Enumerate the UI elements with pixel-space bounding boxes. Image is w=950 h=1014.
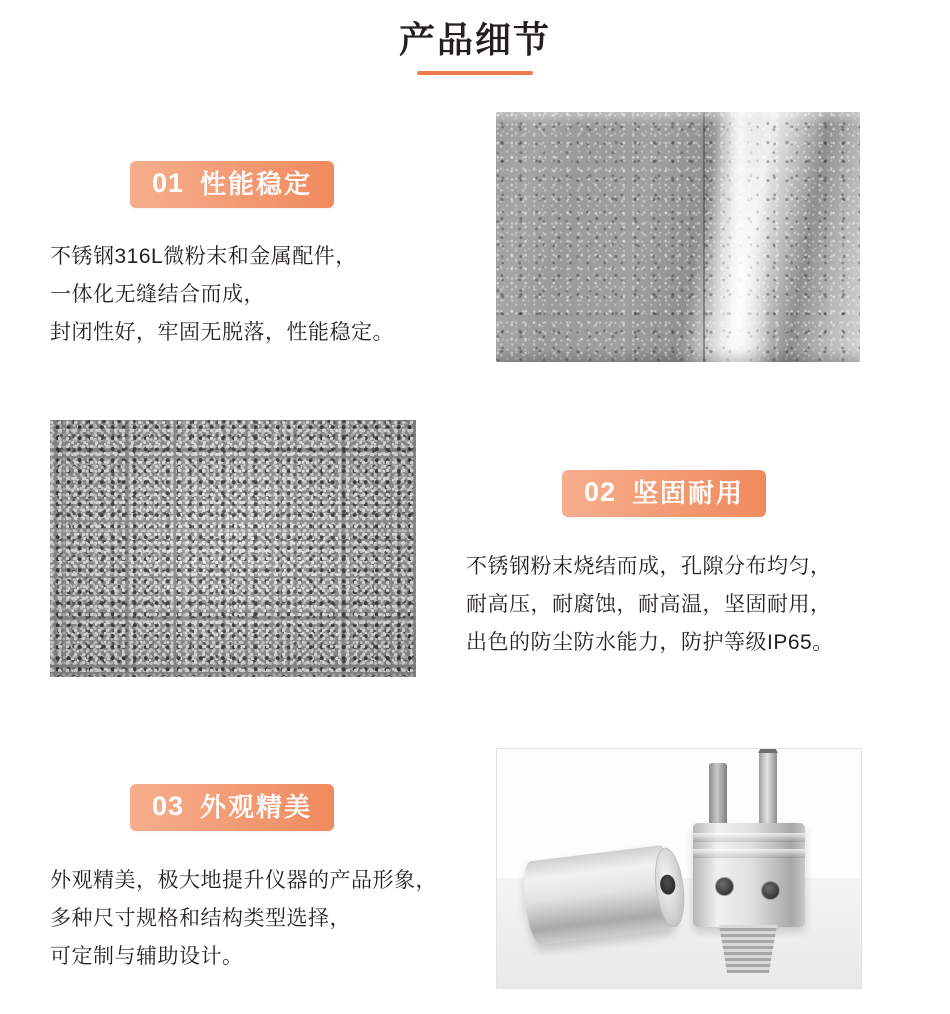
description-line: 外观精美，极大地提升仪器的产品形象， [50, 869, 437, 892]
section-1-description [50, 238, 394, 353]
machined-metal-parts-photo [496, 748, 862, 989]
sintered-filter-cylinder-photo [496, 112, 860, 362]
description-line: 耐高压，耐腐蚀，耐高温，坚固耐用， [466, 593, 832, 617]
badge-number: 03 [152, 791, 185, 821]
photo-bottom-shadow-band [496, 348, 860, 362]
photo-grain-overlay [496, 112, 860, 362]
photo-top-light-band [496, 112, 860, 126]
photo-edge-line [703, 112, 705, 362]
sintered-powder-texture-photo [50, 420, 416, 677]
pointed-probe-right [759, 751, 777, 827]
description-line: 可定制与辅助设计。 [50, 945, 244, 969]
title-underline-accent [417, 71, 533, 75]
description-line: 出色的防尘防水能力，防护等级IP65。 [466, 631, 834, 655]
probe-cone-tip [758, 748, 778, 753]
photo-vignette-overlay [50, 420, 416, 677]
section-2-description [466, 548, 834, 663]
section-3-badge [130, 784, 334, 831]
page-header [0, 0, 950, 75]
badge-01 [130, 161, 334, 208]
threaded-connector [719, 925, 777, 973]
valve-port-hole [761, 881, 780, 900]
badge-label: 外观精美 [200, 791, 313, 822]
section-1-badge [130, 161, 334, 208]
badge-02 [562, 470, 766, 517]
badge-number: 01 [152, 168, 185, 198]
section-2-badge [562, 470, 766, 517]
description-line: 一体化无缝结合而成， [50, 283, 265, 307]
badge-number: 02 [584, 477, 617, 507]
valve-body-part [693, 823, 805, 927]
section-3-description [50, 862, 437, 977]
description-line: 封闭性好，牢固无脱落，性能稳定。 [50, 321, 394, 345]
page-title: 产品细节 [398, 19, 551, 60]
badge-label: 坚固耐用 [632, 477, 745, 508]
description-line: 多种尺寸规格和结构类型选择， [50, 907, 351, 931]
badge-label: 性能稳定 [200, 168, 313, 199]
valve-ring [693, 849, 805, 858]
sintered-probe-left [709, 763, 727, 827]
valve-ring [693, 833, 805, 842]
photo-specular-highlight [711, 112, 769, 362]
description-line: 不锈钢粉末烧结而成，孔隙分布均匀， [466, 555, 832, 578]
valve-port-hole [715, 877, 734, 896]
description-line: 不锈钢316L微粉末和金属配件， [50, 245, 357, 268]
badge-03 [130, 784, 334, 831]
